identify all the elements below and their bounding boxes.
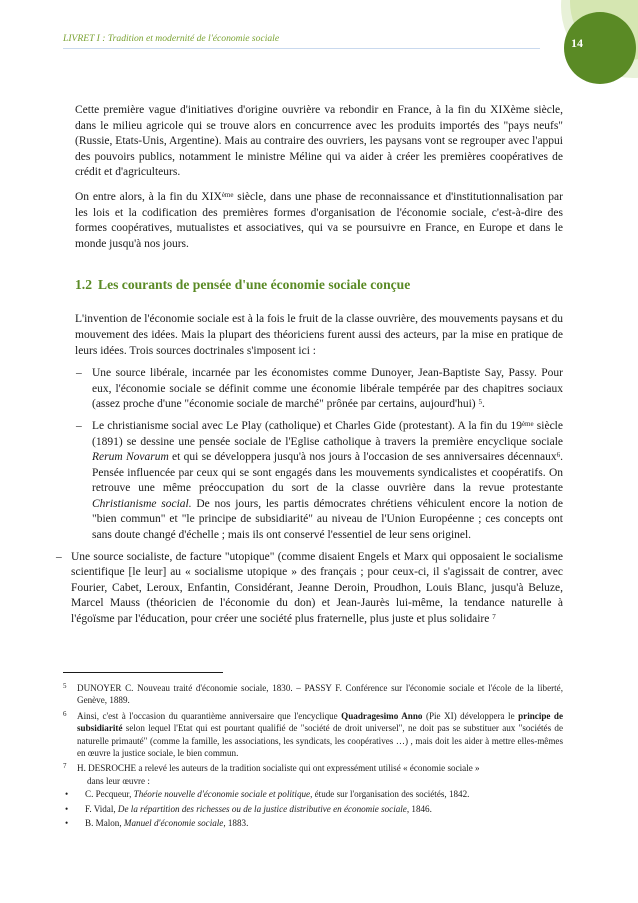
- footnotes: [63, 672, 563, 831]
- footnote-5: 5 DUNOYER C. Nouveau traité d'économie sociale, 1830. – PASSY F. Conférence sur l'économie sociale et l'école de la liberté, Genève, 1889.: [63, 682, 563, 706]
- footnote-6: 6 Ainsi, c'est à l'occasion du quarantième anniversaire que l'encyclique Quadragesimo Anno (Pie XI) développera le principe de subsidiarité selon lequel l'Etat qui est pourtant qualifié de "société de droit universel", ne doit pas se substituer aux "sociétés de naturelle primauté" (comme la famille, les associations, les syndicats, les coopératives …) , mais doit les aider à mettre elles-mêmes en œuvre la justice sociale, le bien commun.: [63, 709, 564, 759]
- paragraph: L'invention de l'économie sociale est à la fois le fruit de la classe ouvrière, des mouvements paysans et du mouvement des idées. Mais la plupart des théoriciens furent aussi des acteurs, par la mise en pratique de leurs idées. Trois sources doctrinales s'imposent ici :: [75, 313, 563, 357]
- paragraph: Cette première vague d'initiatives d'origine ouvrière va rebondir en France, à la fin du XIXème siècle, dans le milieu agricole qui se trouve alors en concurrence avec les produits importés des "pays neufs" (Russie, Etats-Unis, Argentine). Mais au contraire des ouvriers, les paysans vont se regrouper avec l'appui des pouvoirs publics, notamment le ministre Méline qui va aider à créer les premières coopératives de crédit et d'agriculteurs.: [75, 104, 563, 179]
- footnote-reference-item: • C. Pecqueur, Théorie nouvelle d'économie sociale et politique, étude sur l'organisation des sociétés, 1842.: [65, 789, 470, 800]
- paragraph: On entre alors, à la fin du XIXème siècle, dans une phase de reconnaissance et d'institutionnalisation par les lois et la codification des premières formes d'organisation de l'économie sociale, c'est-à-dire des formes coopératives, mutualistes et associatives, qui va se poursuivre en France, en Europe et dans le monde jusqu'à nos jours.: [75, 190, 563, 250]
- footnote-ref: 7: [492, 612, 496, 621]
- footnote-reference-item: • F. Vidal, De la répartition des richesses ou de la justice distributive en économie sociale, 1846.: [65, 803, 432, 814]
- doctrine-list: [75, 366, 563, 544]
- list-item: – Une source libérale, incarnée par les économistes comme Dunoyer, Jean-Baptiste Say, Passy. Pour eux, l'économie sociale se définit comme une économie libérale tempérée par des chapitres sociaux (assez proche d'une "économie sociale de marché" prônée par certains, aujourd'hui) $^5$.: [76, 367, 563, 411]
- section-title: Les courants de pensée d'une économie sociale conçue: [98, 277, 411, 293]
- footnote-ref: 5: [478, 398, 482, 407]
- footnote-separator: [63, 672, 223, 673]
- footnote-ref: 6: [556, 450, 561, 459]
- header-rule: [63, 48, 540, 49]
- list-item: – Le christianisme social avec Le Play (catholique) et Charles Gide (protestant). A la fin du 19ème siècle (1891) se dessine une pensée sociale de l'Eglise catholique à travers la première encyclique sociale Rerum Novarum et qui se développera jusqu'à nos jours à l'occasion de ses anniversaires décennaux$^6$. Pensée influencée par ceux qui se sont engagés dans les mouvements syndicalistes et coopératifs. On retrouve une même préoccupation du sort de la classe ouvrière dans la revue protestante Christianisme social. De nos jours, les partis démocrates chrétiens véhiculent encore la notion de "bien commun" et "le principe de subsidiarité" au niveau de l'Union Européenne ; ces concepts ont sans doute changé d'échelle ; mais ils ont conservé l'essentiel de leur sens originel.: [76, 419, 563, 542]
- footnote-7: 7 H. DESROCHE a relevé les auteurs de la tradition socialiste qui ont expressément utilisé « économie sociale » dans leur œuvre :: [63, 762, 480, 786]
- list-item: – Une source socialiste, de facture "utopique" (comme disaient Engels et Marx qui opposaient le socialisme scientifique [le leur] au « socialisme utopique » des français ; pour ceux-ci, il s'agissait de contrer, avec Fourier, Cabet, Leroux, Enfantin, Considérant, Jeanne Deroin, Proudhon, Louis Blanc, jusqu'à Beluze, Marcel Mauss (théoricien de l'économie du don) et Jean-Jaurès lui-même, la tendance naturelle à l'égoïsme par l'éducation, pour créer une société plus fraternelle, plus juste et plus solidaire $^7$: [56, 550, 563, 626]
- section-heading: [75, 276, 563, 294]
- page-number: 14: [571, 36, 583, 50]
- main-content: [56, 103, 563, 628]
- running-title: LIVRET I : Tradition et modernité de l'économie sociale: [63, 33, 280, 44]
- section-number: 1.2: [75, 277, 92, 293]
- footnote-reference-item: • B. Malon, Manuel d'économie sociale, 1883.: [65, 818, 249, 829]
